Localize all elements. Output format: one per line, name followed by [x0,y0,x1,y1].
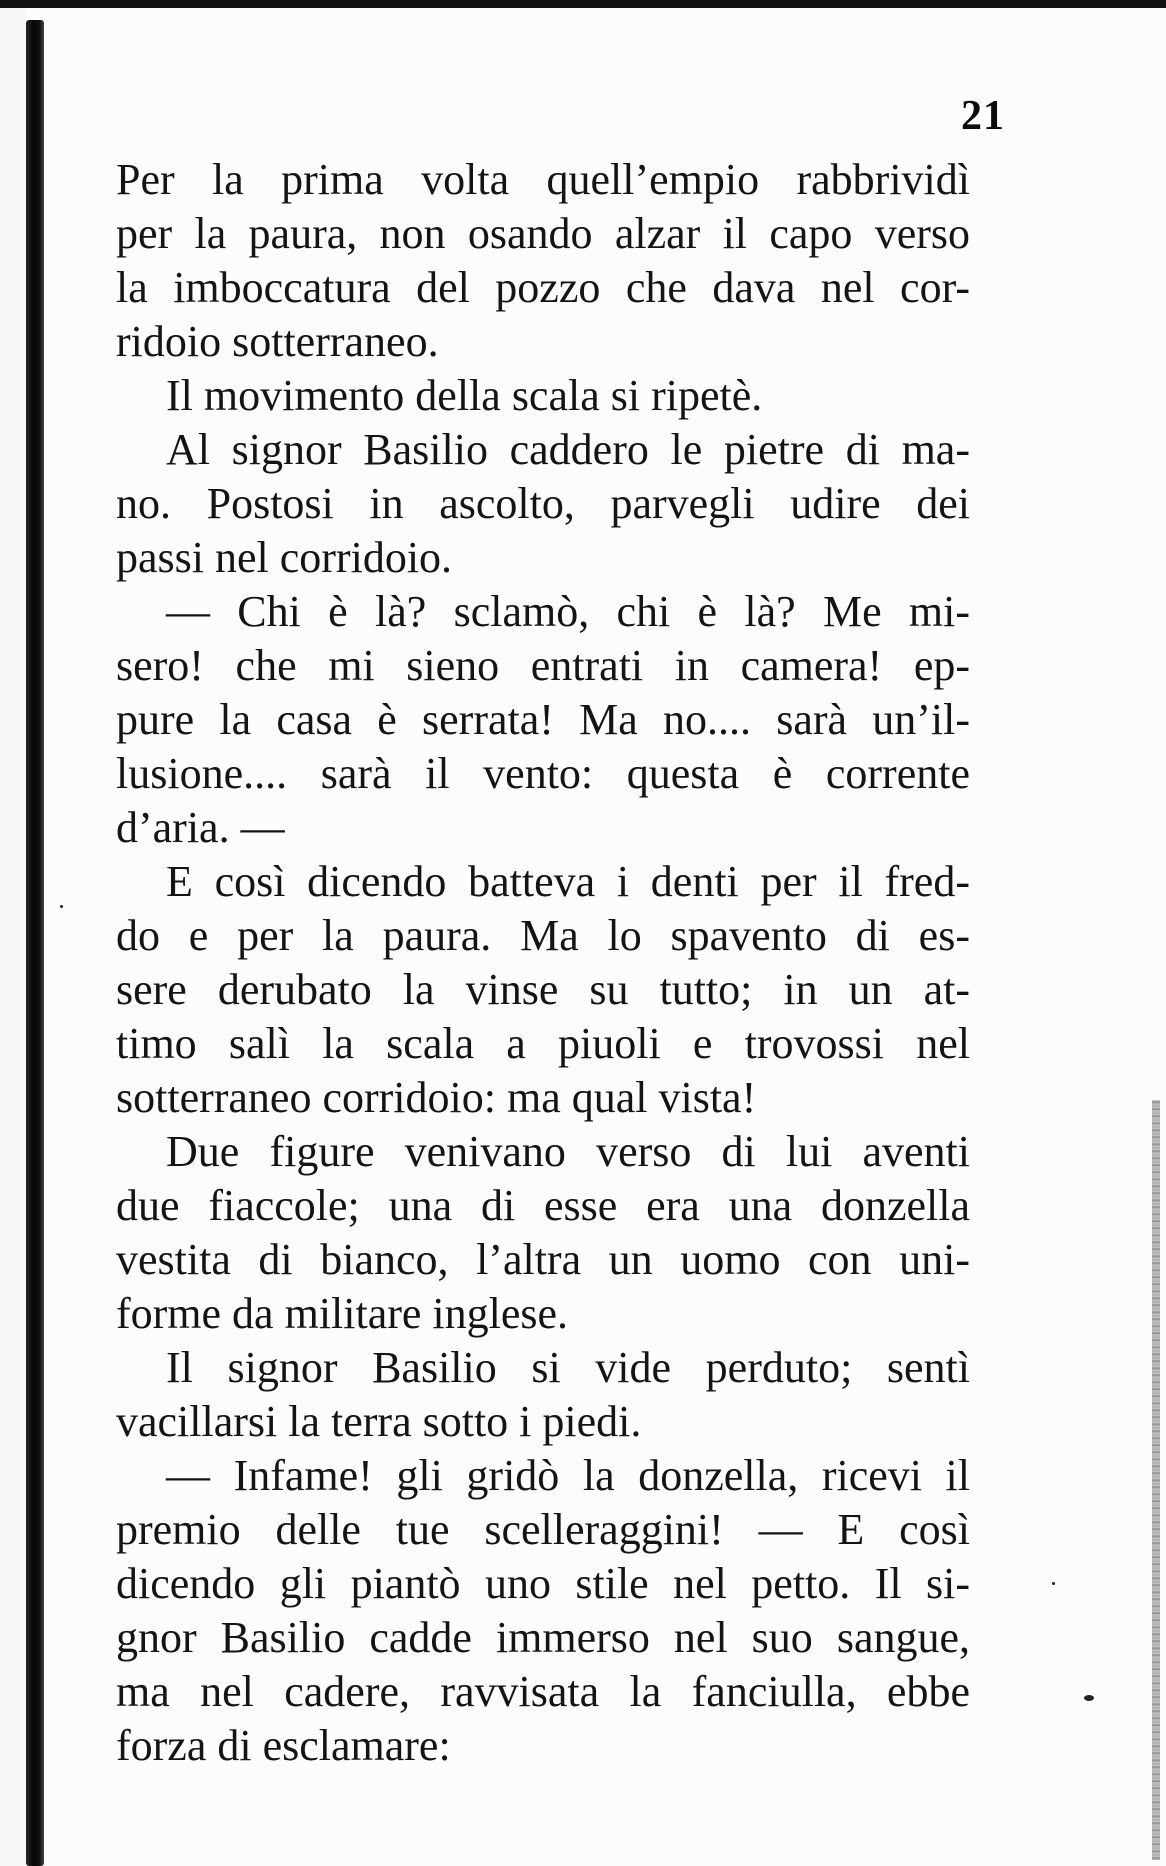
text-line: dicendo gli piantò uno stile nel petto. Il si- [116,1559,970,1608]
text-line: forme da militare inglese. [116,1289,569,1338]
text-line: lusione.... sarà il vento: questa è corrente [116,749,970,798]
text-line: Il signor Basilio si vide perduto; sentì [166,1343,970,1392]
text-line: sotterraneo corridoio: ma qual vista! [116,1073,757,1122]
ink-speck [60,905,63,908]
text-line: E così dicendo batteva i denti per il fred- [166,857,970,906]
text-line: no. Postosi in ascolto, parvegli udire dei [116,479,970,528]
text-line: gnor Basilio cadde immerso nel suo sangue, [116,1613,970,1662]
page-number: 21 [961,93,1005,139]
paragraph [116,423,970,585]
text-line: sere derubato la vinse su tutto; in un at- [116,965,970,1014]
ink-speck [1052,1582,1055,1585]
text-line: ma nel cadere, ravvisata la fanciulla, ebbe [116,1667,970,1716]
text-line: timo salì la scala a piuoli e trovossi nel [116,1019,970,1068]
page-right-edge [1152,1100,1160,1860]
paragraph [116,1341,970,1449]
text-line: passi nel corridoio. [116,533,453,582]
paragraph [116,585,970,855]
text-line: Al signor Basilio caddero le pietre di ma- [166,425,970,474]
text-line: vestita di bianco, l’altra un uomo con uni- [116,1235,970,1284]
page-top-edge [0,0,1166,8]
text-line: — Chi è là? sclamò, chi è là? Me mi- [166,587,970,636]
text-line: d’aria. — [116,803,285,852]
paragraph [116,1125,970,1341]
text-line: due fiaccole; una di esse era una donzella [116,1181,970,1230]
paragraph [116,1449,970,1773]
paragraph [116,153,970,369]
text-line: forza di esclamare: [116,1721,451,1770]
text-line: sero! che mi sieno entrati in camera! ep- [116,641,970,690]
text-line: per la paura, non osando alzar il capo verso [116,209,970,258]
binding-margin [0,8,26,1866]
text-line: vacillarsi la terra sotto i piedi. [116,1397,642,1446]
text-line: premio delle tue scelleraggini! — E così [116,1505,970,1554]
text-line: pure la casa è serrata! Ma no.... sarà un’il- [116,695,970,744]
text-line: la imboccatura del pozzo che dava nel cor- [116,263,970,312]
text-line: ridoio sotterraneo. [116,317,439,366]
text-line: do e per la paura. Ma lo spavento di es- [116,911,970,960]
body-text [116,153,970,1773]
binding-shadow [26,20,44,1866]
text-line: Due figure venivano verso di lui aventi [166,1127,970,1176]
paragraph [116,855,970,1125]
text-line: Il movimento della scala si ripetè. [166,371,763,420]
text-line: — Infame! gli gridò la donzella, ricevi il [166,1451,970,1500]
paragraph [116,369,970,423]
text-line: Per la prima volta quell’empio rabbrividì [116,155,970,204]
ink-speck [1084,1695,1094,1701]
